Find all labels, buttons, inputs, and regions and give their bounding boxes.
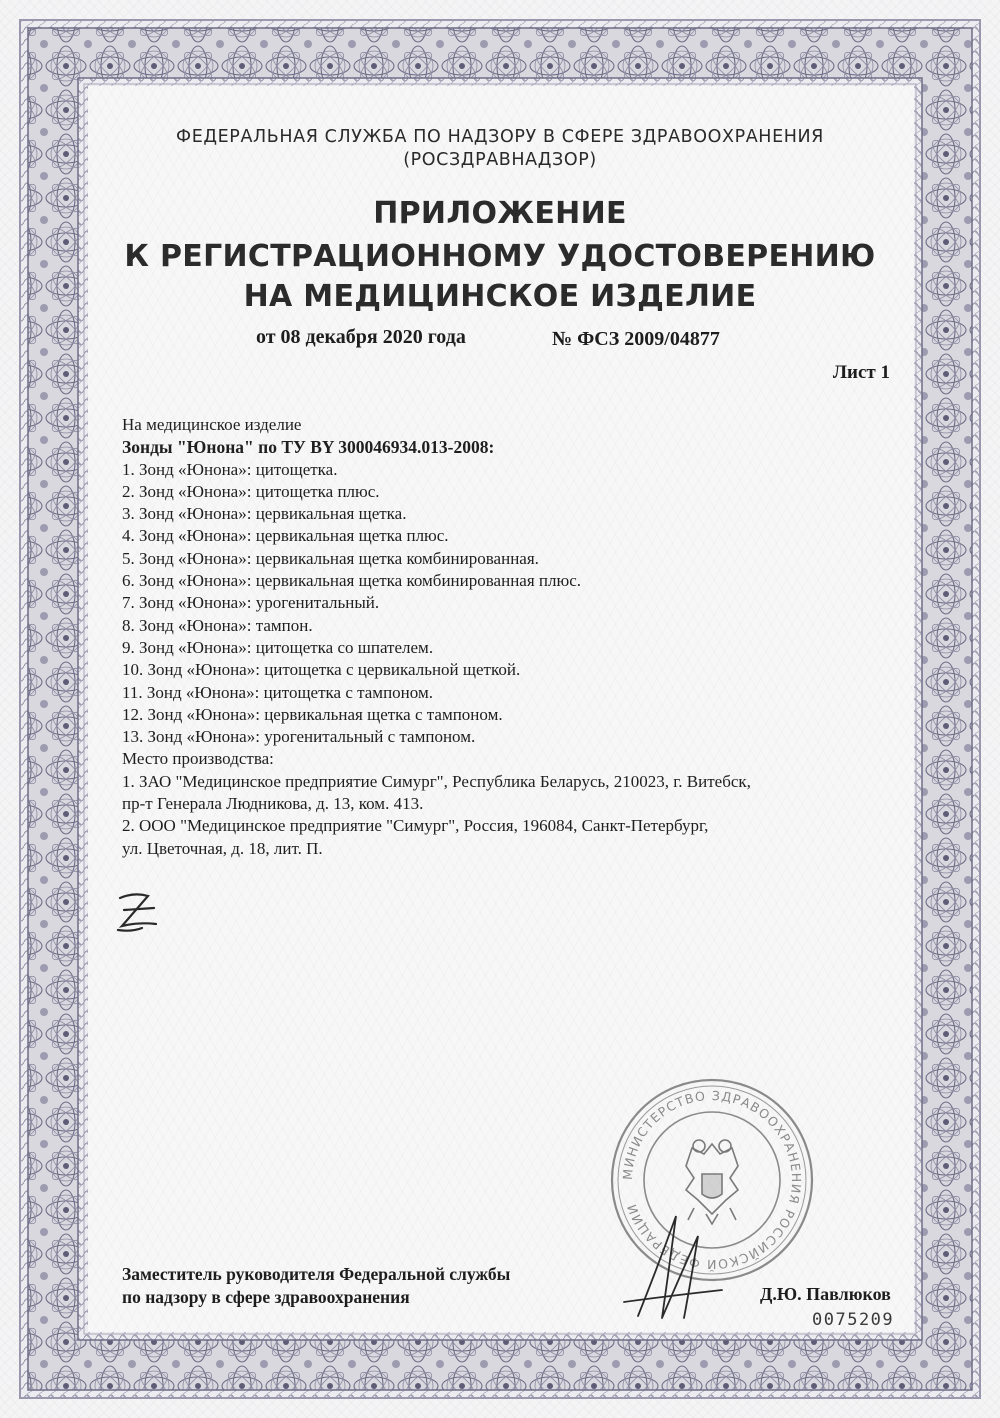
list-item: 7. Зонд «Юнона»: урогенитальный. [122, 593, 380, 613]
production-site-line: 1. ЗАО "Медицинское предприятие Симург", Республика Беларусь, 210023, г. Витебск, [122, 771, 751, 791]
agency-name: ФЕДЕРАЛЬНАЯ СЛУЖБА ПО НАДЗОРУ В СФЕРЕ ЗДРАВООХРАНЕНИЯ [176, 127, 824, 147]
deputy-title-line2: по надзору в сфере здравоохранения [122, 1287, 410, 1307]
seal-ring-text: МИНИСТЕРСТВО ЗДРАВООХРАНЕНИЯ РОССИЙСКОЙ ФЕДЕРАЦИИ [619, 1087, 805, 1273]
list-item: 5. Зонд «Юнона»: цервикальная щетка комбинированная. [122, 548, 539, 568]
deputy-title [122, 1263, 510, 1309]
list-item: 3. Зонд «Юнона»: цервикальная щетка. [122, 504, 407, 524]
sheet-number: Лист 1 [832, 362, 890, 383]
document-title-line2: К РЕГИСТРАЦИОННОМУ УДОСТОВЕРЕНИЮ [124, 239, 876, 274]
list-item: 1. Зонд «Юнона»: цитощетка. [122, 459, 338, 479]
issue-date: от 08 декабря 2020 года [256, 326, 466, 348]
list-item: 8. Зонд «Юнона»: тампон. [122, 615, 313, 635]
production-site-line: ул. Цветочная, д. 18, лит. П. [122, 838, 323, 858]
list-item: 12. Зонд «Юнона»: цервикальная щетка с тампоном. [122, 704, 503, 724]
document-title-line3: НА МЕДИЦИНСКОЕ ИЗДЕЛИЕ [243, 279, 757, 314]
list-item: 2. Зонд «Юнона»: цитощетка плюс. [122, 481, 380, 501]
handwritten-signature [618, 1206, 728, 1326]
deputy-title-line1: Заместитель руководителя Федеральной службы [122, 1264, 511, 1284]
list-item: 11. Зонд «Юнона»: цитощетка с тампоном. [122, 682, 433, 702]
list-item: 6. Зонд «Юнона»: цервикальная щетка комбинированная плюс. [122, 571, 581, 591]
signer-name: Д.Ю. Павлюков [760, 1284, 891, 1304]
list-item: 10. Зонд «Юнона»: цитощетка с цервикальной щеткой. [122, 660, 521, 680]
intro-text: На медицинское изделие [122, 415, 302, 434]
document-body [122, 414, 902, 860]
production-site-line: 2. ООО "Медицинское предприятие "Симург", Россия, 196084, Санкт-Петербург, [122, 816, 709, 836]
document-title-line1: ПРИЛОЖЕНИЕ [373, 196, 627, 231]
production-site-line: пр-т Генерала Людникова, д. 13, ком. 413. [122, 794, 424, 814]
list-item: 9. Зонд «Юнона»: цитощетка со шпателем. [122, 637, 434, 657]
product-name: Зонды "Юнона" по ТУ BY 300046934.013-2008: [122, 437, 495, 458]
production-label: Место производства: [122, 749, 274, 769]
form-serial-number: 0075209 [812, 1310, 895, 1330]
list-item: 13. Зонд «Юнона»: урогенитальный с тампоном. [122, 727, 476, 747]
registration-number: № ФСЗ 2009/04877 [552, 328, 720, 350]
initials-signature [112, 890, 172, 934]
list-item: 4. Зонд «Юнона»: цервикальная щетка плюс. [122, 526, 449, 546]
agency-abbreviation: (РОСЗДРАВНАДЗОР) [403, 150, 597, 170]
